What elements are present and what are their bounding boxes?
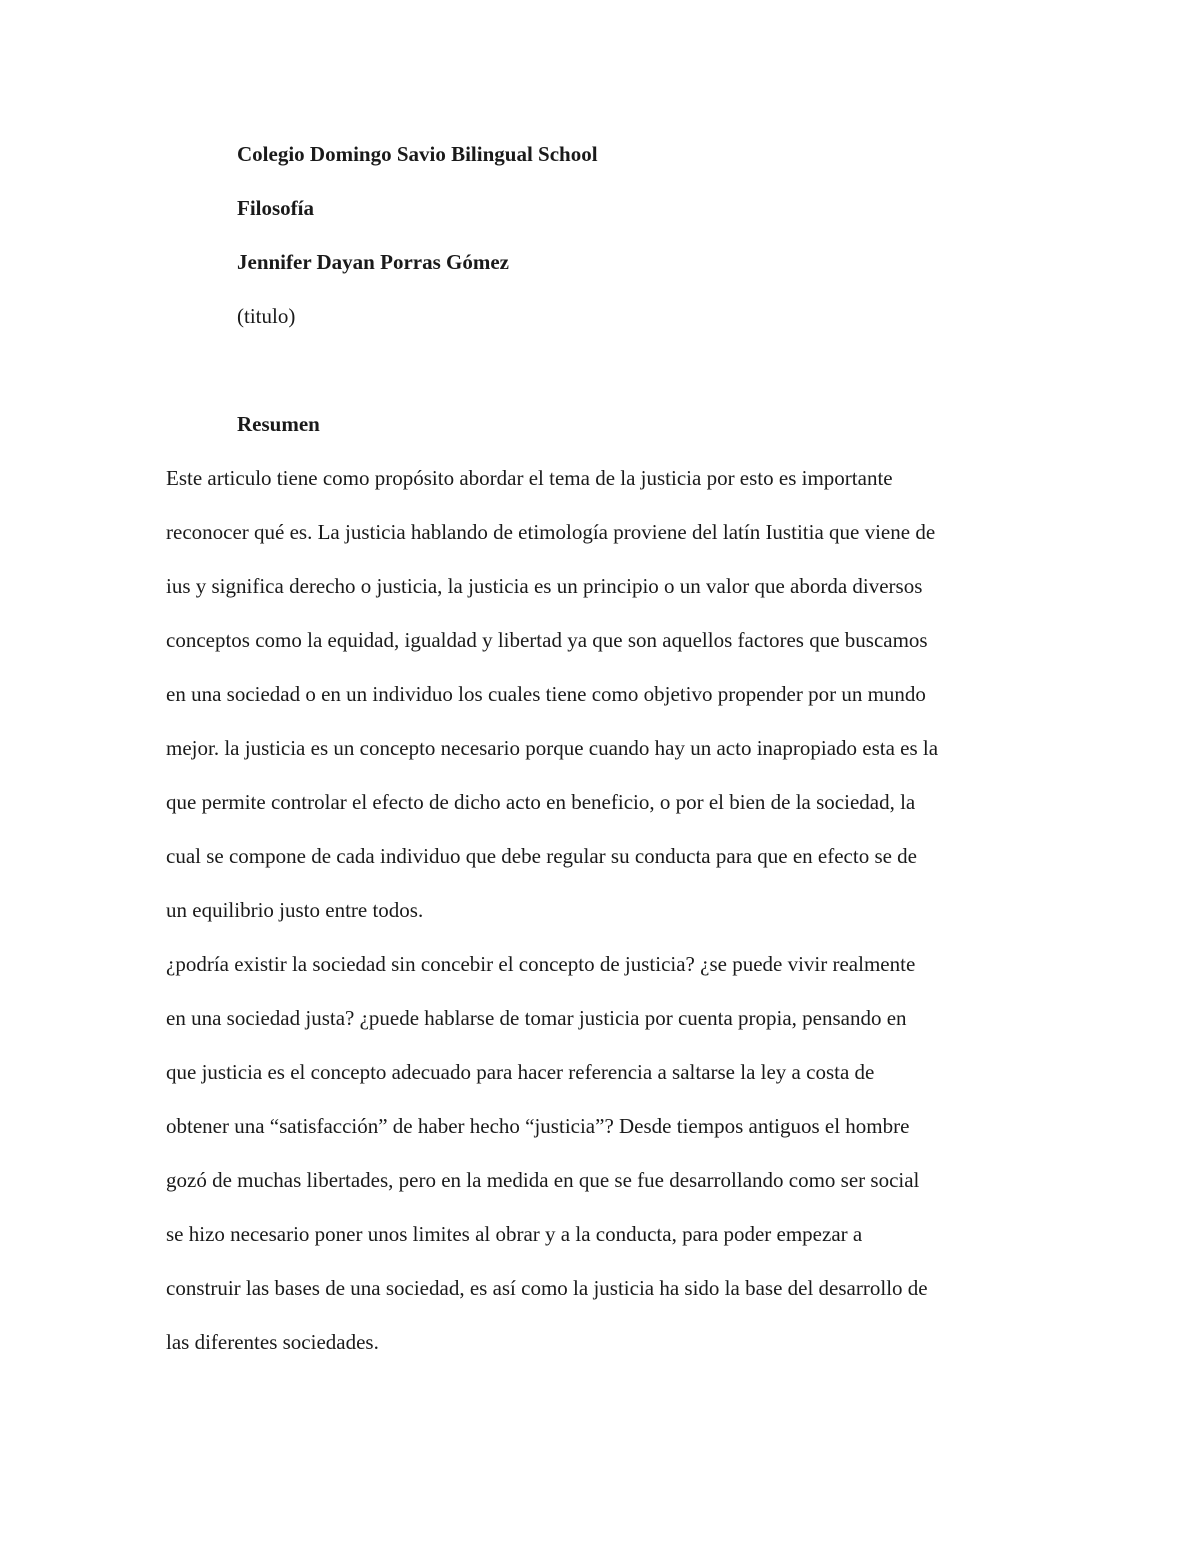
text-line: en una sociedad justa? ¿puede hablarse de tomar justicia por cuenta propia, pensando en (166, 1006, 907, 1030)
text-line: que permite controlar el efecto de dicho acto en beneficio, o por el bien de la sociedad, la (166, 790, 916, 814)
text-line: un equilibrio justo entre todos. (166, 898, 424, 922)
text-line: reconocer qué es. La justicia hablando de etimología proviene del latín Iustitia que viene de (166, 520, 936, 544)
text-line: Este articulo tiene como propósito abordar el tema de la justicia por esto es importante (166, 466, 893, 490)
text-line: mejor. la justicia es un concepto necesario porque cuando hay un acto inapropiado esta es la (166, 736, 939, 760)
text-line: conceptos como la equidad, igualdad y libertad ya que son aquellos factores que buscamos (166, 628, 928, 652)
text-line: que justicia es el concepto adecuado para hacer referencia a saltarse la ley a costa de (166, 1060, 875, 1084)
author-name: Jennifer Dayan Porras Gómez (237, 250, 509, 274)
text-line: gozó de muchas libertades, pero en la medida en que se fue desarrollando como ser social (166, 1168, 920, 1192)
text-line: ius y significa derecho o justicia, la justicia es un principio o un valor que aborda diversos (166, 574, 923, 598)
text-line: ¿podría existir la sociedad sin concebir el concepto de justicia? ¿se puede vivir realmente (166, 952, 916, 976)
text-line: las diferentes sociedades. (166, 1330, 379, 1354)
subject-name: Filosofía (237, 196, 314, 220)
text-line: construir las bases de una sociedad, es así como la justicia ha sido la base del desarrollo de (166, 1276, 928, 1300)
text-line: en una sociedad o en un individuo los cuales tiene como objetivo propender por un mundo (166, 682, 926, 706)
text-line: obtener una “satisfacción” de haber hecho “justicia”? Desde tiempos antiguos el hombre (166, 1114, 910, 1138)
title-placeholder: (titulo) (237, 304, 296, 328)
abstract-heading: Resumen (237, 412, 320, 436)
school-name: Colegio Domingo Savio Bilingual School (237, 142, 598, 166)
text-line: se hizo necesario poner unos limites al obrar y a la conducta, para poder empezar a (166, 1222, 863, 1246)
abstract-paragraph-1 (166, 451, 1046, 937)
text-line: cual se compone de cada individuo que debe regular su conducta para que en efecto se de (166, 844, 918, 868)
abstract-paragraph-2 (166, 937, 1046, 1369)
